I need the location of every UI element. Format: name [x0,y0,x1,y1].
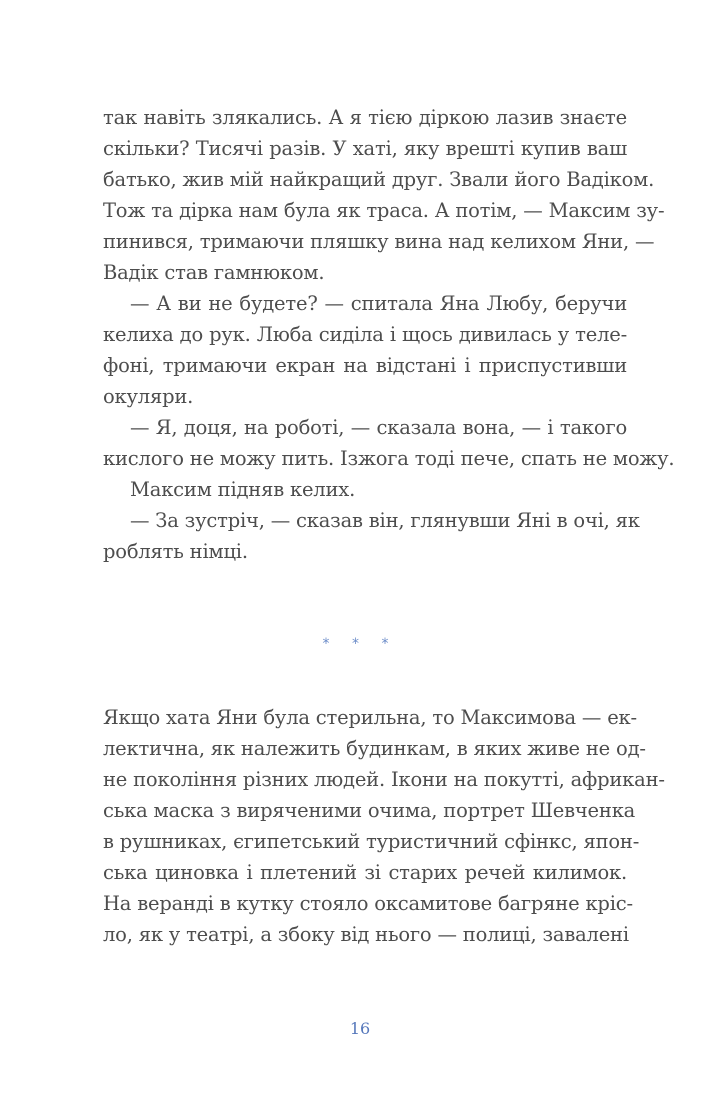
text-line: келиха до рук. Люба сиділа і щось дивилась у теле- [103,323,627,346]
text-section-1 [103,102,675,567]
page-number: 16 [349,1019,371,1038]
text-line: лектична, як належить будинкам, в яких живе не од- [103,737,646,760]
text-line: Максим підняв келих. [130,478,356,501]
text-line: — А ви не будете? — спитала Яна Любу, беручи [130,292,627,315]
text-section-2 [103,702,665,950]
text-line: На веранді в кутку стояло оксамитове багряне кріс- [103,892,633,915]
text-line: ло, як у театрі, а збоку від нього — полиці, завалені [103,923,629,946]
text-line: ська маска з виряченими очима, портрет Шевченка [103,799,636,822]
text-line: пинився, тримаючи пляшку вина над келихом Яни, — [103,230,655,253]
text-line: Тож та дірка нам була як траса. А потім, — Максим зу- [103,199,665,222]
text-line: так навіть злякались. А я тією діркою лазив знаєте [103,106,627,129]
text-line: Якщо хата Яни була стерильна, то Максимова — ек- [103,706,637,729]
section-separator: * * * [322,636,398,652]
text-line: в рушниках, єгипетський туристичний сфінкс, япон- [103,830,640,853]
text-line: батько, жив мій найкращий друг. Звали його Вадіком. [103,168,655,191]
text-line: скільки? Тисячі разів. У хаті, яку врешті купив ваш [103,137,627,160]
text-line: Вадік став гамнюком. [103,261,325,284]
text-line: — Я, доця, на роботі, — сказала вона, — і такого [130,416,627,439]
text-line: окуляри. [103,385,194,408]
text-line: фоні, тримаючи екран на відстані і приспустивши [103,354,627,377]
text-line: роблять німці. [103,540,248,563]
text-line: ська циновка і плетений зі старих речей килимок. [103,861,627,884]
text-line: — За зустріч, — сказав він, глянувши Яні в очі, як [130,509,640,532]
text-line: не покоління різних людей. Ікони на покутті, африкан- [103,768,665,791]
text-line: кислого не можу пить. Ізжога тоді пече, спать не можу. [103,447,675,470]
